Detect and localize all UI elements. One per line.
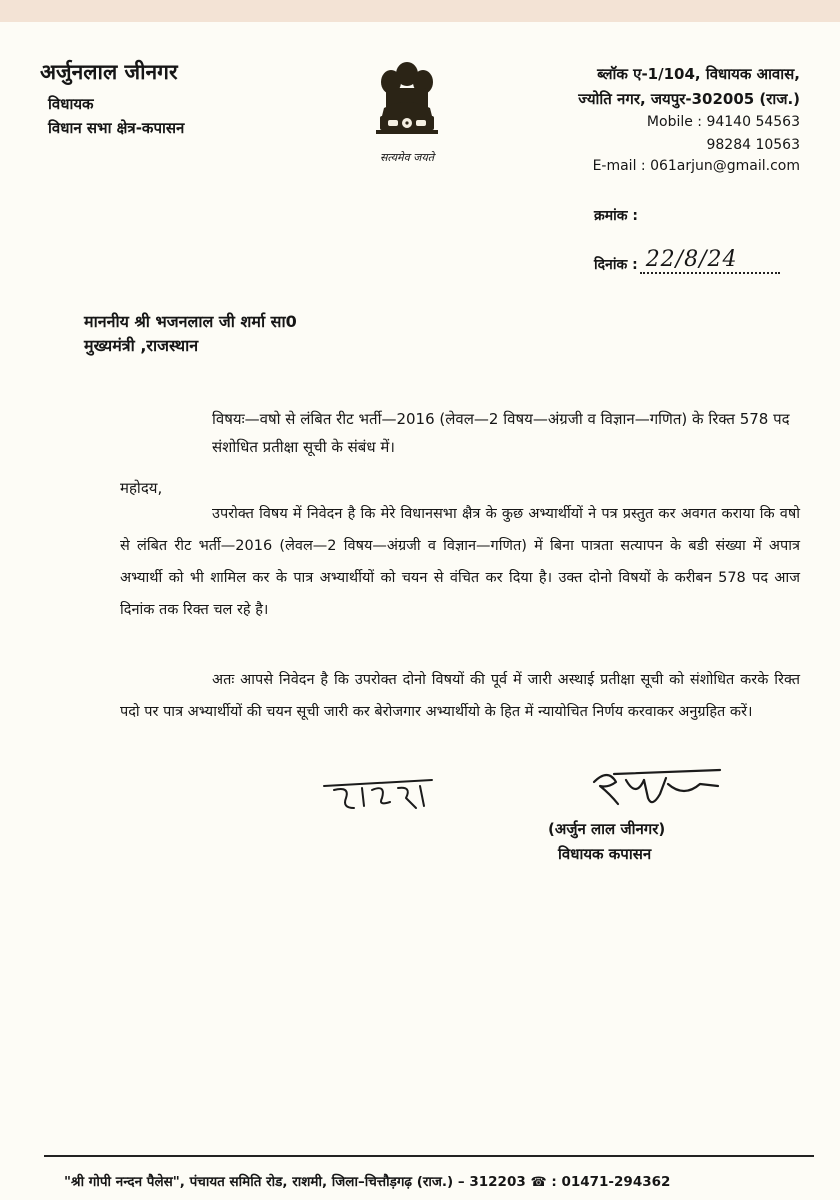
- mla-signature: [588, 764, 728, 814]
- letterhead-page: [0, 22, 840, 1200]
- body-paragraph-1: उपरोक्त विषय में निवेदन है कि मेरे विधानसभा क्षैत्र के कुछ अभ्यार्थीयों ने पत्र प्रस्तुत कर अवगत कराया कि वषो से लंबित रीट भर्ती—2016 (लेवल—2 विषय—अंग्रजी व विज्ञान—गणित) में बिना पात्रता सत्यापन के बडी संख्या में अपात्र अभ्यार्थी को भी शामिल कर के पात्र अभ्यार्थीयों को चयन से वंचित कर दिया है। उक्त दोनो विषयों के करीबन 578 पद आज दिनांक तक रिक्त चल रहे है।: [120, 506, 800, 618]
- emblem-drawing: [362, 52, 452, 152]
- signatory-name: (अर्जुन लाल जीनगर): [548, 820, 666, 838]
- address-line-2: ज्योति नगर, जयपुर-302005 (राज.): [578, 90, 800, 108]
- footer-address: "श्री गोपी नन्दन पैलेस", पंचायत समिति रोड, राशमी, जिला–चित्तौड़गढ़ (राज.) – 312203: [64, 1174, 526, 1190]
- salutation: महोदय,: [120, 479, 163, 497]
- footer-address-bar: [64, 1172, 670, 1190]
- recipient-line-1: माननीय श्री भजनलाल जी शर्मा सा0: [84, 312, 297, 331]
- emblem-motto: सत्यमेव जयते: [379, 151, 434, 164]
- dinank-label: दिनांक :: [594, 257, 638, 273]
- address-line-1: ब्लॉक ए-1/104, विधायक आवास,: [597, 65, 800, 83]
- mobile-number-1: Mobile : 94140 54563: [646, 114, 800, 130]
- recipient-line-2: मुख्यमंत्री ,राजस्थान: [84, 336, 199, 355]
- signatory-designation: विधायक कपासन: [558, 845, 652, 863]
- mla-name: अर्जुनलाल जीनगर: [40, 60, 178, 84]
- handwritten-date: 22/8/24: [645, 247, 738, 272]
- telephone-icon: ☎: [530, 1175, 547, 1190]
- body-paragraph-2: अतः आपसे निवेदन है कि उपरोक्त दोनो विषयों की पूर्व में जारी अस्थाई प्रतीक्षा सूची को संशोधित करके रिक्त पदो पर पात्र अभ्यार्थीयों की चयन सूची जारी कर बेरोजगार अभ्यार्थीयो के हित में न्यायोचित निर्णय करवाकर अनुग्रहित करें।: [120, 672, 800, 720]
- page-top-strip: [0, 0, 840, 22]
- email-address: E-mail : 061arjun@gmail.com: [592, 158, 800, 174]
- date-dotted-line: [640, 247, 780, 274]
- ashoka-emblem-icon: [362, 52, 452, 172]
- mla-designation: विधायक: [48, 95, 94, 113]
- footer-phone: : 01471-294362: [551, 1174, 671, 1190]
- mobile-number-2: 98284 10563: [706, 137, 800, 153]
- dinank-field: [594, 247, 780, 274]
- footer-divider: [44, 1155, 814, 1157]
- letter-subject: विषयः—वषो से लंबित रीट भर्ती—2016 (लेवल—2 विषय—अंग्रजी व विज्ञान—गणित) के रिक्त 578 पद संशोधित प्रतीक्षा सूची के संबंध में।: [212, 410, 790, 456]
- mla-constituency: विधान सभा क्षेत्र-कपासन: [48, 119, 185, 137]
- handwritten-sadar: [320, 772, 440, 822]
- kramank-label: क्रमांक :: [594, 208, 638, 224]
